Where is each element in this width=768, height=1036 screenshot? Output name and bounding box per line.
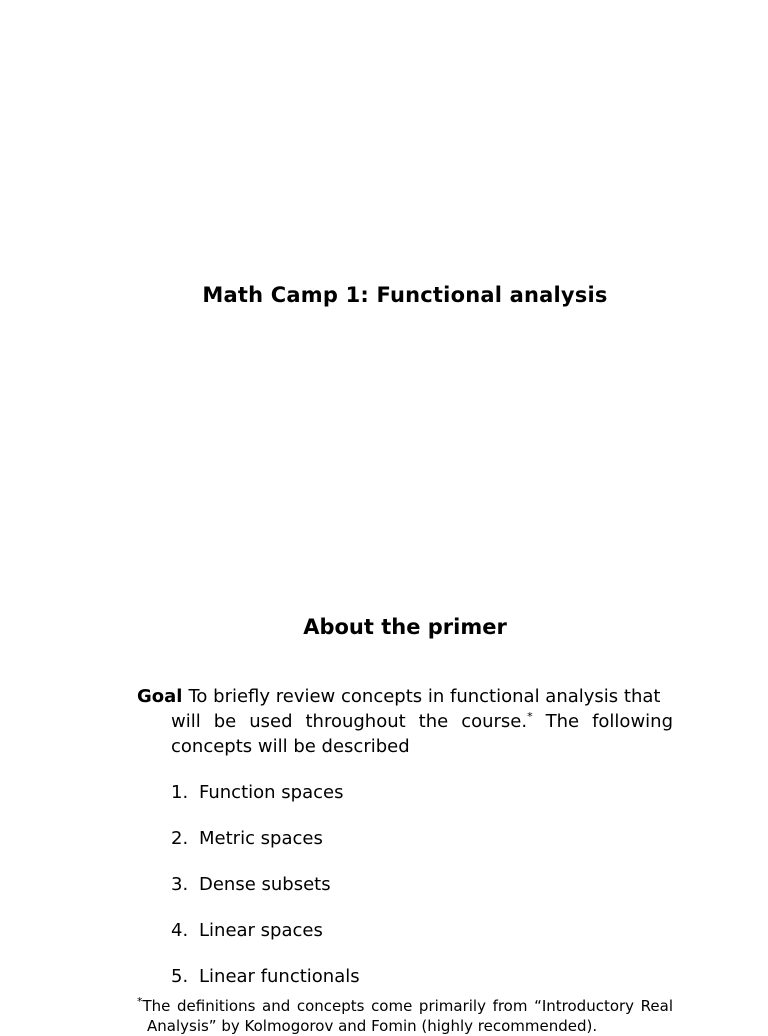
list-item-number: 4. [171, 920, 189, 941]
footnote-text-line1: The definitions and concepts come primarily from “Introductory Real [142, 997, 673, 1015]
goal-text-line1: To briefly review concepts in functional analysis that [188, 686, 661, 707]
list-item-label: Dense subsets [199, 874, 331, 895]
list-item [171, 780, 360, 826]
list-item-number: 5. [171, 966, 189, 987]
footnote-line2: Analysis” by Kolmogorov and Fomin (highly recommended). [147, 1017, 598, 1035]
list-item-label: Function spaces [199, 782, 344, 803]
footnote [137, 996, 673, 1036]
document-title: Math Camp 1: Functional analysis [202, 283, 608, 307]
goal-text-line2 [171, 709, 673, 734]
goal-continuation [137, 709, 673, 759]
list-item-label: Linear spaces [199, 920, 323, 941]
list-item-label: Metric spaces [199, 828, 323, 849]
goal-paragraph [137, 684, 673, 759]
concepts-list [171, 780, 360, 1010]
goal-text-line3: concepts will be described [171, 736, 410, 757]
list-item-label: Linear functionals [199, 966, 360, 987]
footnote-marker: * [137, 995, 143, 1008]
goal-text-line2-head: will be used throughout the course. [171, 711, 528, 732]
list-item [171, 872, 360, 918]
list-item [171, 826, 360, 872]
goal-label: Goal [137, 686, 183, 707]
list-item [171, 918, 360, 964]
section-heading: About the primer [303, 615, 507, 639]
goal-text-line2-tail: The following [545, 711, 673, 732]
list-item-number: 3. [171, 874, 189, 895]
footnote-line1 [137, 996, 673, 1016]
title-block [0, 283, 768, 307]
footnote-marker: * [527, 710, 533, 723]
list-item-number: 1. [171, 782, 189, 803]
goal-first-line [137, 684, 673, 709]
list-item-number: 2. [171, 828, 189, 849]
